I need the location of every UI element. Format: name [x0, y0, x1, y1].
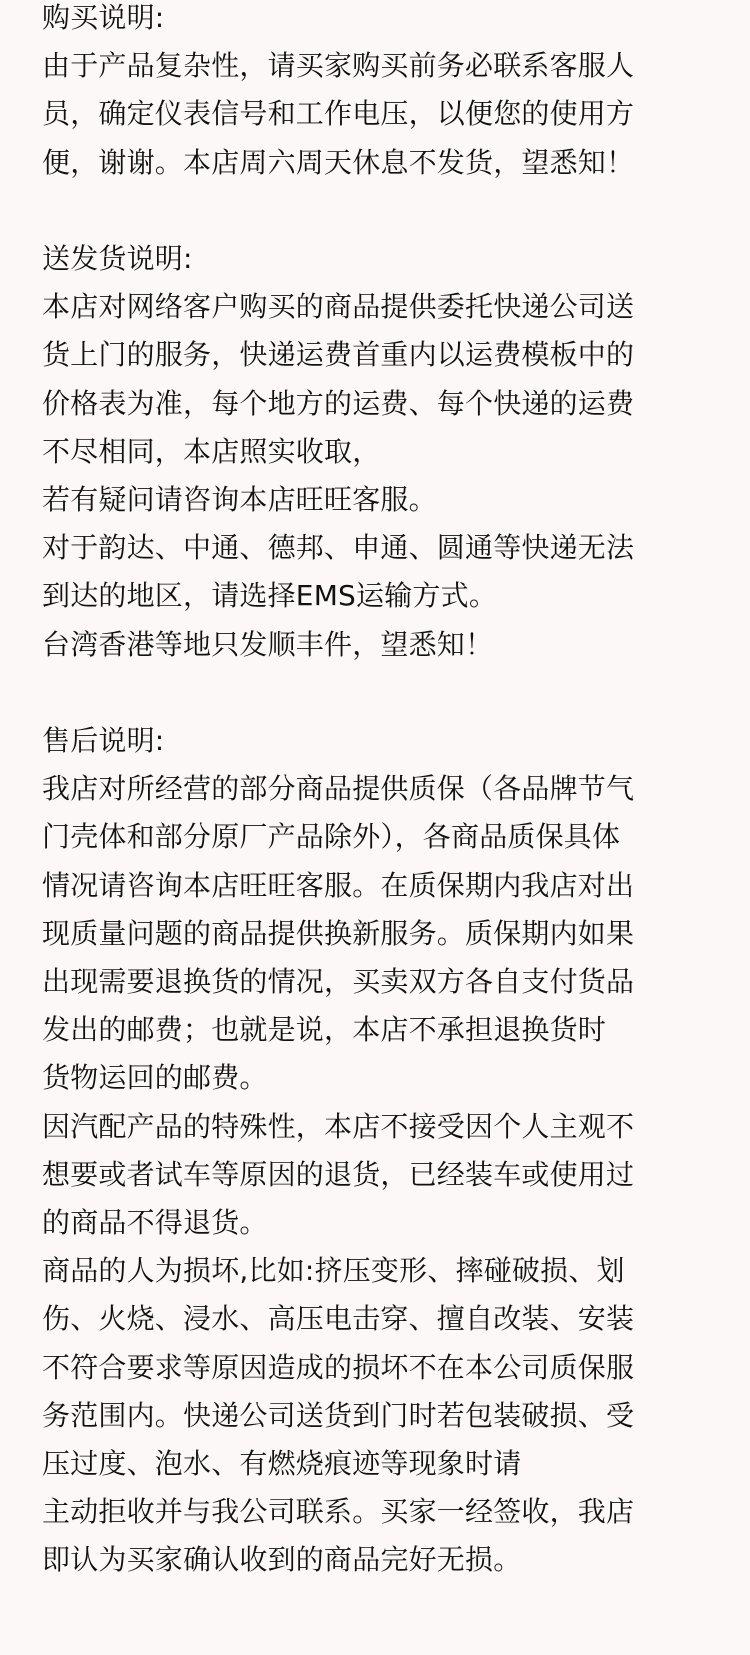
text-line: 对于韵达、中通、德邦、申通、圆通等快递无法: [42, 531, 635, 565]
text-line: 我店对所经营的部分商品提供质保（各品牌节气: [42, 772, 635, 806]
text-line: 想要或者试车等原因的退货，已经装车或使用过: [42, 1157, 635, 1191]
text-line: 主动拒收并与我公司联系。买家一经签收，我店: [42, 1495, 635, 1529]
text-line: 台湾香港等地只发顺丰件，望悉知！: [42, 627, 494, 661]
text-line: 因汽配产品的特殊性，本店不接受因个人主观不: [42, 1109, 635, 1143]
text-line: 即认为买家确认收到的商品完好无损。: [42, 1543, 522, 1577]
text-line: 压过度、泡水、有燃烧痕迹等现象时请: [42, 1447, 522, 1481]
text-line: 现质量问题的商品提供换新服务。质保期内如果: [42, 916, 635, 950]
text-line: 的商品不得退货。: [42, 1206, 268, 1240]
text-line: 便，谢谢。本店周六周天休息不发货，望悉知！: [42, 145, 635, 179]
text-line: 由于产品复杂性，请买家购买前务必联系客服人: [42, 49, 635, 83]
section-heading-purchase: 购买说明:: [42, 1, 165, 34]
text-line: 出现需要退换货的情况，买卖双方各自支付货品: [42, 965, 635, 999]
text-line: 货上门的服务，快递运费首重内以运费模板中的: [42, 338, 635, 372]
text-line: 若有疑问请咨询本店旺旺客服。: [42, 483, 437, 517]
text-line: 门壳体和部分原厂产品除外），各商品质保具体: [42, 820, 621, 854]
purchase-notes-section: [42, 0, 708, 187]
text-line: 不符合要求等原因造成的损坏不在本公司质保服: [42, 1350, 635, 1384]
section-heading-shipping: 送发货说明:: [42, 242, 193, 275]
text-line: 商品的人为损坏,比如:挤压变形、摔碰破损、划: [42, 1254, 625, 1288]
text-line: 价格表为准，每个地方的运费、每个快递的运费: [42, 386, 635, 420]
text-line: 伤、火烧、浸水、高压电击穿、擅自改装、安装: [42, 1302, 635, 1336]
section-heading-after-sales: 售后说明:: [42, 724, 165, 758]
text-line: 发出的邮费；也就是说，本店不承担退换货时: [42, 1013, 607, 1047]
text-line: 本店对网络客户购买的商品提供委托快递公司送: [42, 290, 635, 324]
text-line: 员，确定仪表信号和工作电压，以便您的使用方: [42, 97, 635, 131]
after-sales-notes-section: [42, 717, 708, 1585]
shipping-notes-section: [42, 235, 708, 669]
text-line: 货物运回的邮费。: [42, 1061, 268, 1095]
text-line: 务范围内。快递公司送货到门时若包装破损、受: [42, 1398, 635, 1432]
text-line: 到达的地区，请选择EMS运输方式。: [42, 579, 498, 613]
text-line: 情况请咨询本店旺旺客服。在质保期内我店对出: [42, 868, 635, 902]
text-line: 不尽相同，本店照实收取，: [42, 434, 381, 468]
